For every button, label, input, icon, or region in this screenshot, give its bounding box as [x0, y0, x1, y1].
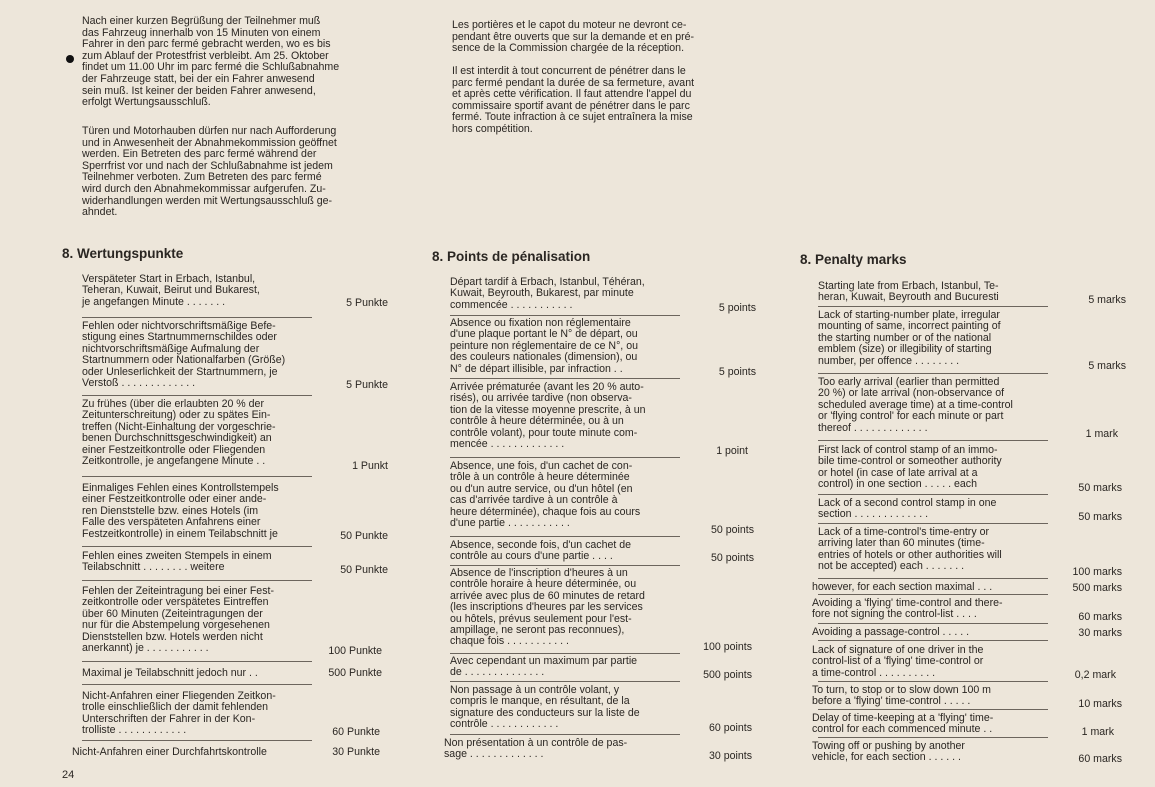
- de-item-divider: [82, 395, 312, 396]
- de-item-text: Verspäteter Start in Erbach, Istanbul, Teheran, Kuwait, Beirut und Bukarest, je angefangen Minute . . . . . . .: [82, 273, 260, 308]
- en-item-divider: [818, 737, 1048, 738]
- en-item-divider: [818, 640, 1048, 641]
- de-item-value: 60 Punkte: [332, 726, 380, 738]
- intro-fr-paragraph-1-text: Les portières et le capot du moteur ne devront ce- pendant être ouverts que sur la demande et en pré- sence de la Commission chargée de la réception.: [452, 19, 695, 55]
- fr-item-text: Absence, une fois, d'un cachet de con- trôle à un contrôle à heure déterminée ou d'un autre service, ou d'un hôtel (en cas d'arrivée tardive à un contrôle à heure déterminée), chaque fois au cours d'une partie . . . . . . . . . . .: [450, 460, 641, 530]
- de-item-divider: [82, 580, 312, 581]
- en-item-divider: [818, 709, 1048, 710]
- en-item-text: Lack of signature of one driver in the control-list of a 'flying' time-control or a time-control . . . . . . . . . .: [812, 644, 984, 679]
- en-item-divider: [818, 494, 1048, 495]
- page-number: 24: [62, 769, 75, 781]
- de-item-value: 30 Punkte: [332, 746, 380, 758]
- fr-item-text: Absence, seconde fois, d'un cachet de contrôle au cours d'une partie . . . .: [450, 539, 632, 563]
- en-item-text: Avoiding a 'flying' time-control and there- fore not signing the control-list . . . .: [812, 597, 1003, 621]
- de-item-divider: [82, 476, 312, 477]
- en-item-divider: [818, 623, 1048, 624]
- fr-item-value: 30 points: [709, 750, 752, 762]
- en-item-divider: [818, 594, 1048, 595]
- fr-item-text: Arrivée prématurée (avant les 20 % auto- risés), ou arrivée tardive (non observa- tion de la vitesse moyenne prescrite, à un contrôle à heure déterminée, ou à un contrôle volant), pour toute minute com- mencée . . . . . . . . . . . . .: [450, 381, 646, 451]
- en-item-divider: [818, 373, 1048, 374]
- intro-fr-paragraph-2: [452, 66, 758, 136]
- en-item-value: 500 marks: [1072, 582, 1122, 594]
- de-item-text: Fehlen eines zweiten Stempels in einem Teilabschnitt . . . . . . . . weitere: [82, 550, 272, 574]
- de-item-divider: [82, 740, 312, 741]
- de-item-text: Nicht-Anfahren einer Fliegenden Zeitkon- trolle einschließlich der damit fehlenden Unterschriften der Fahrer in der Kon- trolliste . . . . . . . . . . . .: [82, 690, 276, 737]
- fr-item-value: 50 points: [711, 524, 754, 536]
- en-item-text: however, for each section maximal . . .: [812, 581, 993, 593]
- en-item-divider: [818, 306, 1048, 307]
- en-item-value: 5 marks: [1088, 294, 1126, 306]
- de-item-value: 50 Punkte: [340, 530, 388, 542]
- de-item-divider: [82, 546, 312, 547]
- en-item-divider: [818, 681, 1048, 682]
- de-item-text: Fehlen der Zeiteintragung bei einer Fest- zeitkontrolle oder verspätetes Eintreffen über 60 Minuten (Zeiteintragungen der nur für die Abstempelung vorgesehenen Dienststellen bzw. Hotels werden nicht anerkannt) je . . . . . . . . . . .: [82, 585, 274, 655]
- de-item-value: 5 Punkte: [346, 379, 388, 391]
- intro-de-paragraph-1: [82, 16, 390, 109]
- intro-de-paragraph-2-text: Türen und Motorhauben dürfen nur nach Aufforderung und in Anwesenheit der Abnahmekommission geöffnet werden. Ein Betreten des parc fermé während der Sperrfrist vor und nach der Schlußabnahme ist jedem Teilnehmer verboten. Zum Betreten des parc fermé wird durch den Abnahmekommissar aufgerufen. Zu- widerhandlungen werden mit Wertungsausschluß ge- ahndet.: [82, 125, 337, 219]
- de-item-divider: [82, 661, 312, 662]
- fr-item-divider: [450, 536, 680, 537]
- en-item-text: Too early arrival (earlier than permitted 20 %) or late arrival (non-observance of scheduled average time) at a time-control or 'flying control' for each minute or part thereof . . . . . . . . . . . . .: [818, 376, 1013, 434]
- de-item-text: Maximal je Teilabschnitt jedoch nur . .: [82, 667, 258, 679]
- fr-item-divider: [450, 315, 680, 316]
- en-item-divider: [818, 440, 1048, 441]
- en-item-text: Delay of time-keeping at a 'flying' time- control for each commenced minute . .: [812, 712, 994, 736]
- de-item-value: 100 Punkte: [328, 645, 382, 657]
- fr-item-value: 5 points: [718, 302, 756, 314]
- fr-item-text: Absence ou fixation non réglementaire d'une plaque portant le N° de départ, ou peinture non réglementaire de ce N°, ou des couleurs nationales (dimension), ou N° de départ illisible, par infraction . .: [450, 317, 638, 375]
- en-item-value: 30 marks: [1078, 627, 1122, 639]
- fr-item-divider: [450, 457, 680, 458]
- de-item-value: 5 Punkte: [346, 297, 388, 309]
- en-item-value: 10 marks: [1078, 698, 1122, 710]
- fr-item-text: Départ tardif à Erbach, Istanbul, Téhéran, Kuwait, Beyrouth, Bukarest, par minute commencée . . . . . . . . . . .: [450, 276, 645, 311]
- heading-wertungspunkte: 8. Wertungspunkte: [62, 246, 184, 261]
- en-item-value: 5 marks: [1088, 360, 1126, 372]
- fr-item-divider: [450, 378, 680, 379]
- en-item-divider: [818, 523, 1048, 524]
- fr-item-divider: [450, 565, 680, 566]
- en-item-text: Lack of a second control stamp in one section . . . . . . . . . . . . .: [818, 497, 997, 521]
- de-item-value: 500 Punkte: [328, 667, 382, 679]
- en-item-text: Starting late from Erbach, Istanbul, Te- heran, Kuwait, Beyrouth and Bucuresti: [818, 280, 999, 304]
- de-item-divider: [82, 317, 312, 318]
- de-item-value: 1 Punkt: [352, 460, 388, 472]
- intro-de-paragraph-1-text: Nach einer kurzen Begrüßung der Teilnehmer muß das Fahrzeug innerhalb von 15 Minuten von einem Fahrer in den parc fermé gebracht werden, wo es bis zum Ablauf der Protestfrist verbleibt. Am 25. Oktober findet um 11.00 Uhr im parc fermé die Schlußabnahme der Fahrzeuge statt, bei der ein Fahrer anwesend sein muß. Ist keiner der beiden Fahrer anwesend, erfolgt Wertungsausschluß.: [82, 15, 340, 109]
- fr-item-text: Absence de l'inscription d'heures à un contrôle horaire à heure déterminée, ou arrivée avec plus de 60 minutes de retard (les inscriptions d'heures par les services ou hôtels, prévus seulement pour l'est- ampillage, ne seront pas reconnues), chaque fois . . . . . . . . . . .: [450, 567, 645, 648]
- fr-item-value: 100 points: [703, 641, 752, 653]
- margin-bullet-mark: [66, 55, 74, 63]
- en-item-text: First lack of control stamp of an immo- bile time-control or someother authority or hotel (in case of late arrival at a control) in one section . . . . . each: [818, 444, 1002, 491]
- fr-item-value: 1 point: [716, 445, 748, 457]
- en-item-value: 60 marks: [1078, 611, 1122, 623]
- intro-de-paragraph-2: [82, 126, 390, 219]
- en-item-text: Avoiding a passage-control . . . . .: [812, 626, 970, 638]
- de-item-value: 50 Punkte: [340, 564, 388, 576]
- fr-item-text: Avec cependant un maximum par partie de . . . . . . . . . . . . . .: [450, 655, 638, 679]
- de-item-text: Einmaliges Fehlen eines Kontrollstempels einer Festzeitkontrolle oder einer ande- ren Dienststelle bzw. eines Hotels (im Falle des verspäteten Anfahrens einer Festzeitkontrolle) in einem Teilabschnitt je: [82, 482, 279, 540]
- en-item-divider: [818, 578, 1048, 579]
- de-item-text: Nicht-Anfahren einer Durchfahrtskontrolle: [72, 746, 267, 758]
- intro-fr-paragraph-1: [452, 20, 758, 55]
- intro-fr-paragraph-2-text: Il est interdit à tout concurrent de pénétrer dans le parc fermé pendant la durée de sa fermeture, avant et après cette vérification. Il faut attendre l'appel du commissaire sportif avant de pénétrer dans le parc fermé. Toute infraction à ce sujet entraînera la mise hors compétition.: [452, 65, 695, 135]
- de-item-divider: [82, 684, 312, 685]
- en-item-text: Lack of a time-control's time-entry or arriving later than 60 minutes (time- entries of hotels or other authorities will not be accepted) each . . . . . . .: [818, 526, 1002, 573]
- fr-item-value: 500 points: [703, 669, 752, 681]
- de-item-text: Zu frühes (über die erlaubten 20 % der Zeitunterschreitung) oder zu spätes Ein- treffen (Nicht-Einhaltung der vorgeschrie- benen Durchschnittsgeschwindigkeit) an einer Festzeitkontrolle oder Fliegenden Zeitkontrolle, je angefangene Minute . .: [82, 398, 276, 468]
- de-item-text: Fehlen oder nichtvorschriftsmäßige Befe- stigung eines Startnummernschildes oder nichtvorschriftsmäßige Aufmalung der Startnummern oder Nationalfarben (Größe) oder Unleserlichkeit der Startnummern, je Verstoß . . . . . . . . . . . . .: [82, 320, 286, 390]
- heading-penalty-marks: 8. Penalty marks: [800, 252, 907, 267]
- en-item-value: 50 marks: [1078, 482, 1122, 494]
- en-item-text: To turn, to stop or to slow down 100 m before a 'flying' time-control . . . . .: [812, 684, 992, 708]
- fr-item-divider: [450, 734, 680, 735]
- en-item-value: 0,2 mark: [1074, 669, 1116, 681]
- fr-item-value: 50 points: [711, 552, 754, 564]
- fr-item-divider: [450, 653, 680, 654]
- fr-item-divider: [450, 681, 680, 682]
- fr-item-value: 60 points: [709, 722, 752, 734]
- fr-item-text: Non passage à un contrôle volant, y compris le manque, en résultant, de la signature des conducteurs sur la liste de contrôle . . . . . . . . . . . .: [450, 684, 640, 731]
- en-item-value: 1 mark: [1085, 428, 1118, 440]
- en-item-value: 60 marks: [1078, 753, 1122, 765]
- en-item-value: 100 marks: [1072, 566, 1122, 578]
- en-item-value: 1 mark: [1081, 726, 1114, 738]
- en-item-text: Towing off or pushing by another vehicle, for each section . . . . . .: [812, 740, 965, 764]
- en-item-value: 50 marks: [1078, 511, 1122, 523]
- fr-item-value: 5 points: [718, 366, 756, 378]
- fr-item-text: Non présentation à un contrôle de pas- sage . . . . . . . . . . . . .: [444, 737, 628, 761]
- heading-points-de-penalisation: 8. Points de pénalisation: [432, 249, 591, 264]
- en-item-text: Lack of starting-number plate, irregular mounting of same, incorrect painting of the starting number or of the national emblem (size) or illegibility of starting number, per offence . . . . . . . .: [818, 309, 1001, 367]
